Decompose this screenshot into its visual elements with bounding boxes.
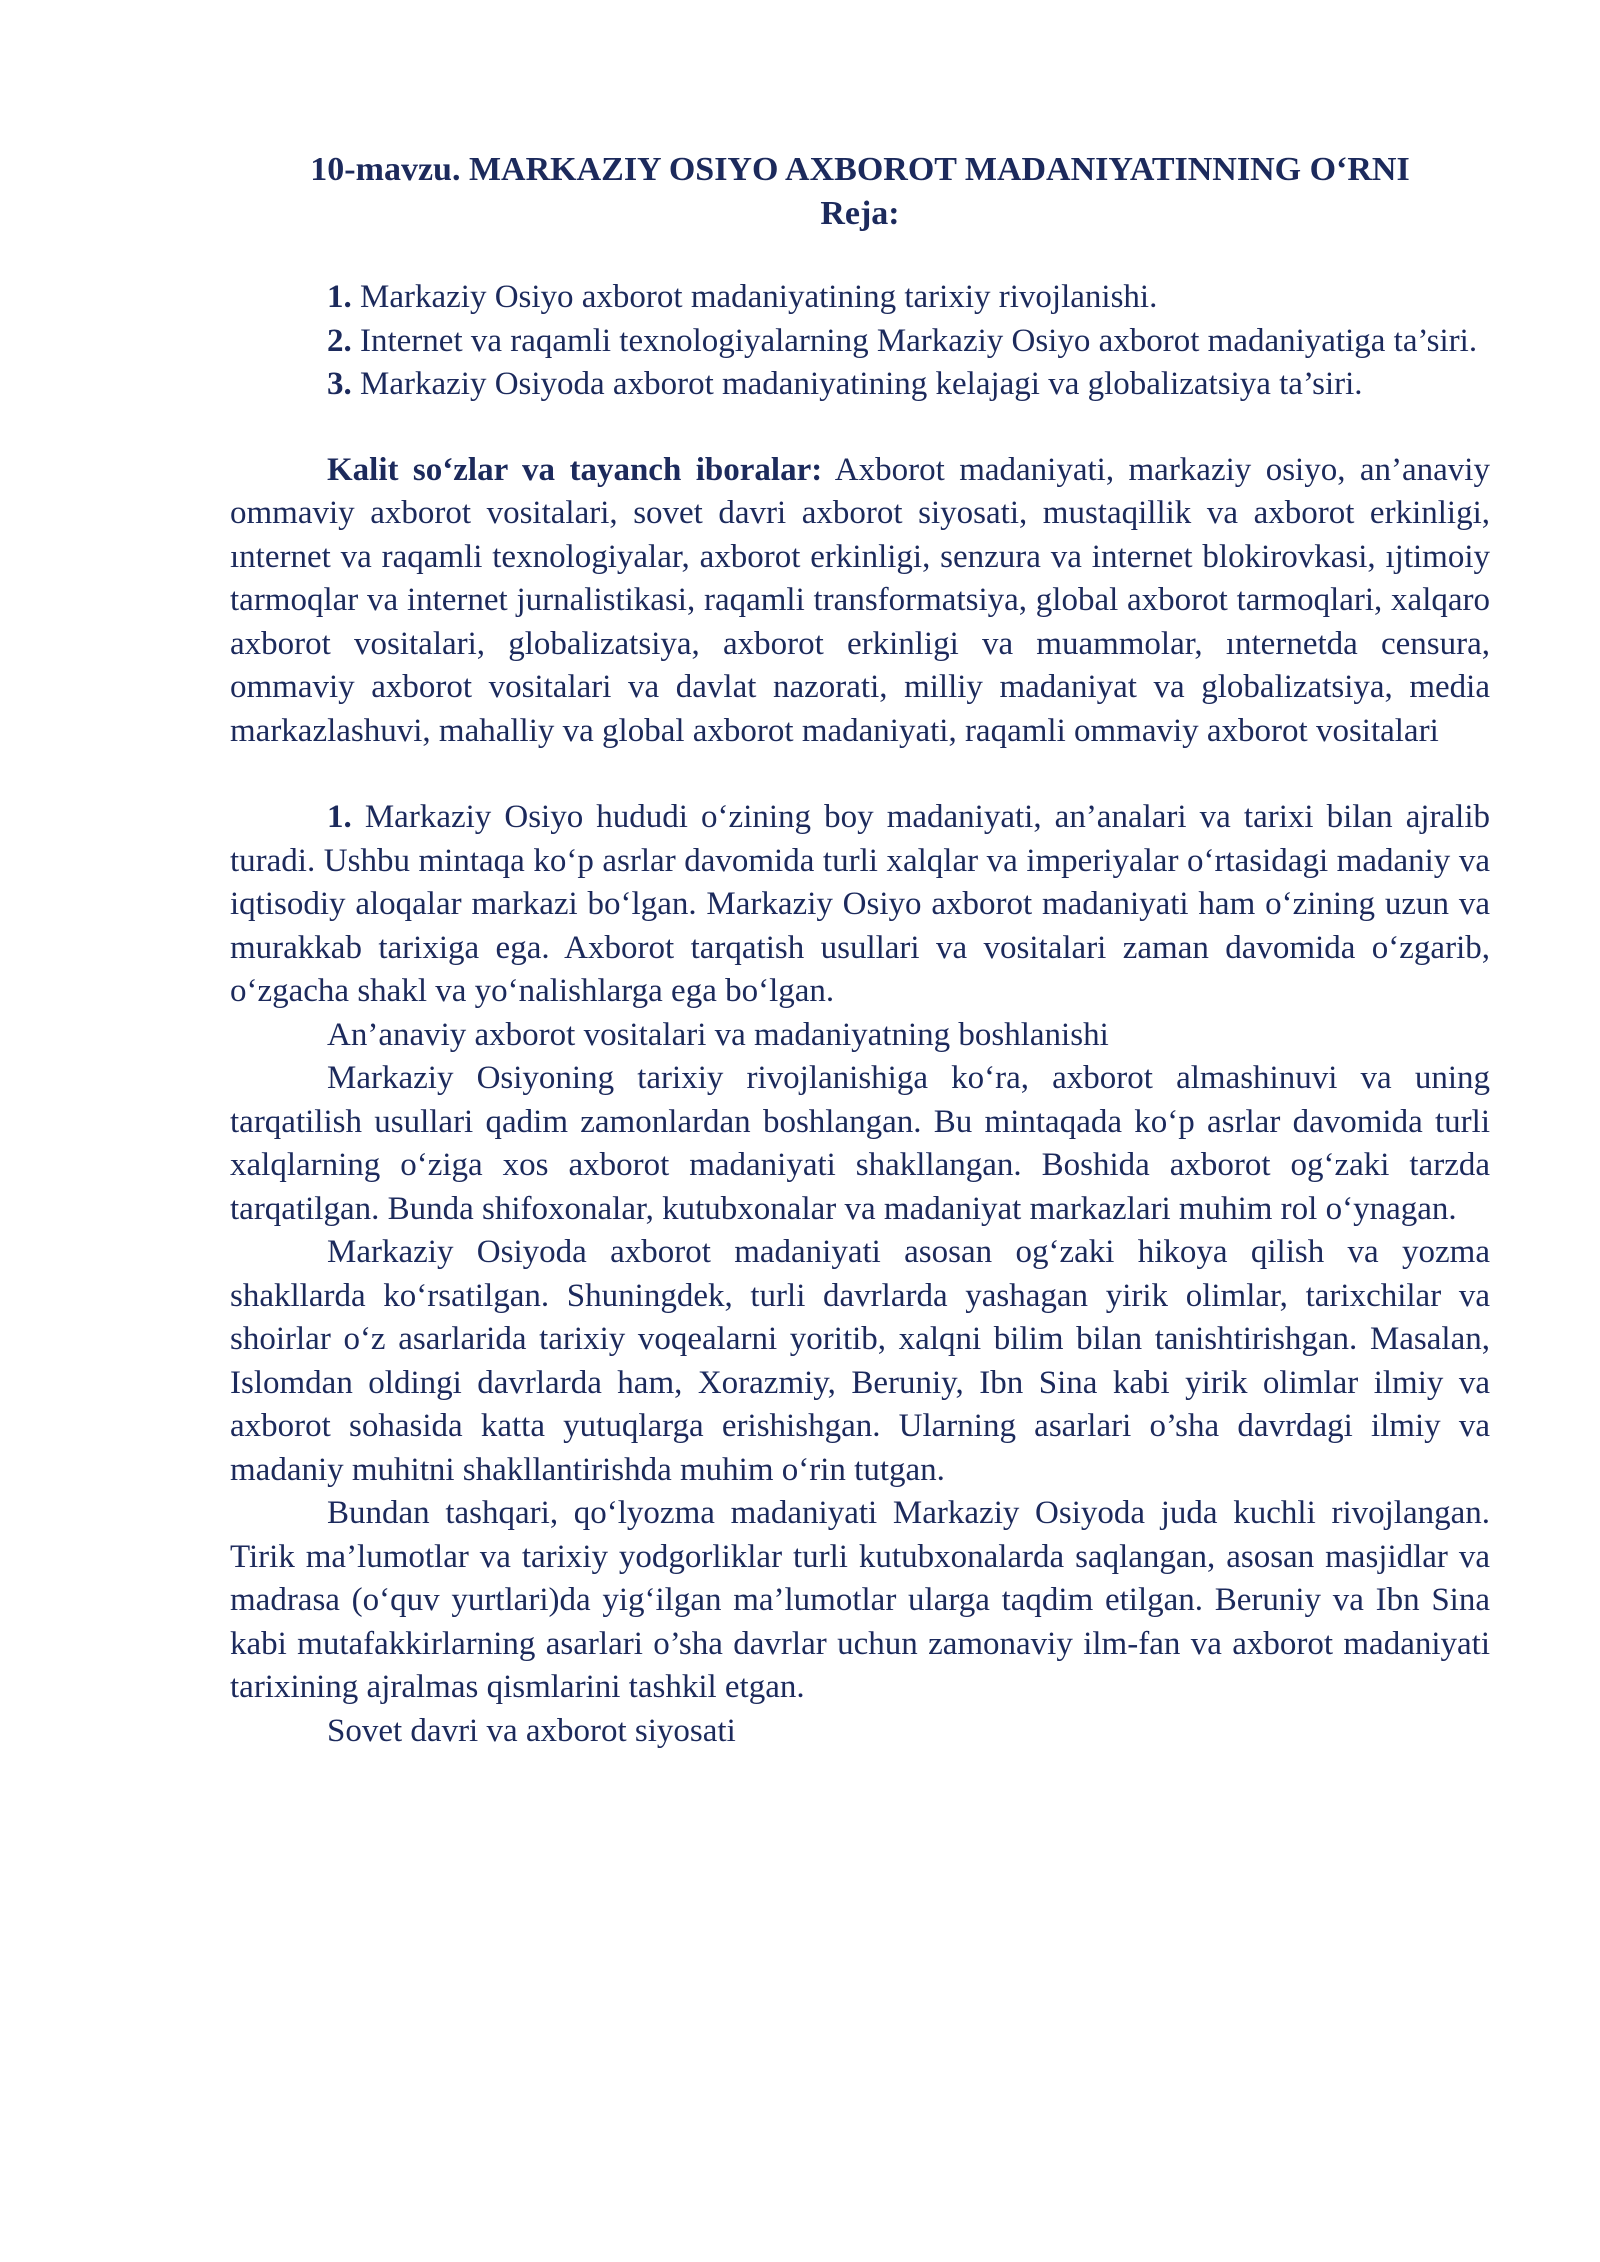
plan-item-3 <box>230 363 1490 407</box>
plan-item-number: 2. <box>327 322 352 359</box>
section-intro-text: Markaziy Osiyo hududi o‘zining boy madaniyati, an’analari va tarixi bilan ajralib turadi. Ushbu mintaqa ko‘p asrlar davomida turli xalqlar va imperiyalar o‘rtasidagi madaniy va iqtisodiy aloqalar markazi bo‘lgan. Markaziy Osiyo axborot madaniyati ham o‘zining uzun va murakkab tarixiga ega. Axborot tarqatish usullari va vositalari zaman davomida o‘zgarib, o‘zgacha shakl va yo‘nalishlarga ega bo‘lgan. <box>230 799 1490 1009</box>
document-title: 10-mavzu. MARKAZIY OSIYO AXBOROT MADANIYATINNING O‘RNI <box>310 151 1410 188</box>
plan-item-number: 1. <box>327 279 352 315</box>
keywords-label: Kalit so‘zlar va tayanch iboralar: <box>327 451 823 488</box>
section-number: 1. <box>327 799 352 835</box>
paragraph-3: Bundan tashqari, qo‘lyozma madaniyati Markaziy Osiyoda juda kuchli rivojlangan. Tirik ma’lumotlar va tarixiy yodgorliklar turli kutubxonalarda saqlangan, asosan masjidlar va madrasa (o‘quv yurtlari)da yig‘ilgan ma’lumotlar ularga taqdim etilgan. Beruniy va Ibn Sina kabi mutafakkirlarning asarlari o’sha davrlar uchun zamonaviy ilm-fan va axborot madaniyati tarixining ajralmas qismlarini tashkil etgan. <box>230 1495 1490 1705</box>
plan-item-2 <box>230 320 1490 364</box>
keywords-section <box>230 449 1490 754</box>
plan-item-1 <box>230 276 1490 320</box>
paragraph-2: Markaziy Osiyoda axborot madaniyati asosan og‘zaki hikoya qilish va yozma shakllarda ko‘rsatilgan. Shuningdek, turli davrlarda yashagan yirik olimlar, tarixchilar va shoirlar o‘z asarlarida tarixiy voqealarni yoritib, xalqni bilim bilan tanishtirishgan. Masalan, Islomdan oldingi davrlarda ham, Xorazmiy, Beruniy, Ibn Sina kabi yirik olimlar ilmiy va axborot sohasida katta yutuqlarga erishishgan. Ularning asarlari o’sha davrdagi ilmiy va madaniy muhitni shakllantirishda muhim o‘rin tutgan. <box>230 1234 1490 1488</box>
subheading-soviet-period: Sovet davri va axborot siyosati <box>327 1712 736 1749</box>
plan-list <box>230 276 1490 407</box>
section-1-intro <box>230 796 1490 1014</box>
plan-item-text: Markaziy Osiyoda axborot madaniyatining kelajagi va globalizatsiya ta’siri. <box>351 366 1363 402</box>
subheading-traditional-media: An’anaviy axborot vositalari va madaniyatning boshlanishi <box>327 1016 1109 1053</box>
section-1 <box>230 796 1490 1753</box>
keywords-paragraph <box>230 449 1490 754</box>
plan-item-text: Markaziy Osiyo axborot madaniyatining tarixiy rivojlanishi. <box>351 279 1158 315</box>
keywords-text: Axborot madaniyati, markaziy osiyo, an’anaviy ommaviy axborot vositalari, sovet davri axborot siyosati, mustaqillik va axborot erkinligi, ınternet va raqamli texnologiyalar, axborot erkinligi, senzura va internet blokirovkasi, ıjtimoiy tarmoqlar va internet jurnalistikasi, raqamli transformatsiya, global axborot tarmoqlari, xalqaro axborot vositalari, globalizatsiya, axborot erkinligi va muammolar, ınternetda censura, ommaviy axborot vositalari va davlat nazorati, milliy madaniyat va globalizatsiya, media markazlashuvi, mahalliy va global axborot madaniyati, raqamli ommaviy axborot vositalari <box>230 451 1490 749</box>
plan-item-number: 3. <box>327 366 352 402</box>
paragraph-1: Markaziy Osiyoning tarixiy rivojlanishiga ko‘ra, axborot almashinuvi va uning tarqatilish usullari qadim zamonlardan boshlangan. Bu mintaqada ko‘p asrlar davomida turli xalqlarning o‘ziga xos axborot madaniyati shakllangan. Boshida axborot og‘zaki tarzda tarqatilgan. Bunda shifoxonalar, kutubxonalar va madaniyat markazlari muhim rol o‘ynagan. <box>230 1060 1490 1227</box>
title-block <box>230 148 1490 236</box>
plan-heading: Reja: <box>820 195 900 232</box>
plan-item-text: Internet va raqamli texnologiyalarning Markaziy Osiyo axborot madaniyatiga ta’siri. <box>351 322 1478 359</box>
